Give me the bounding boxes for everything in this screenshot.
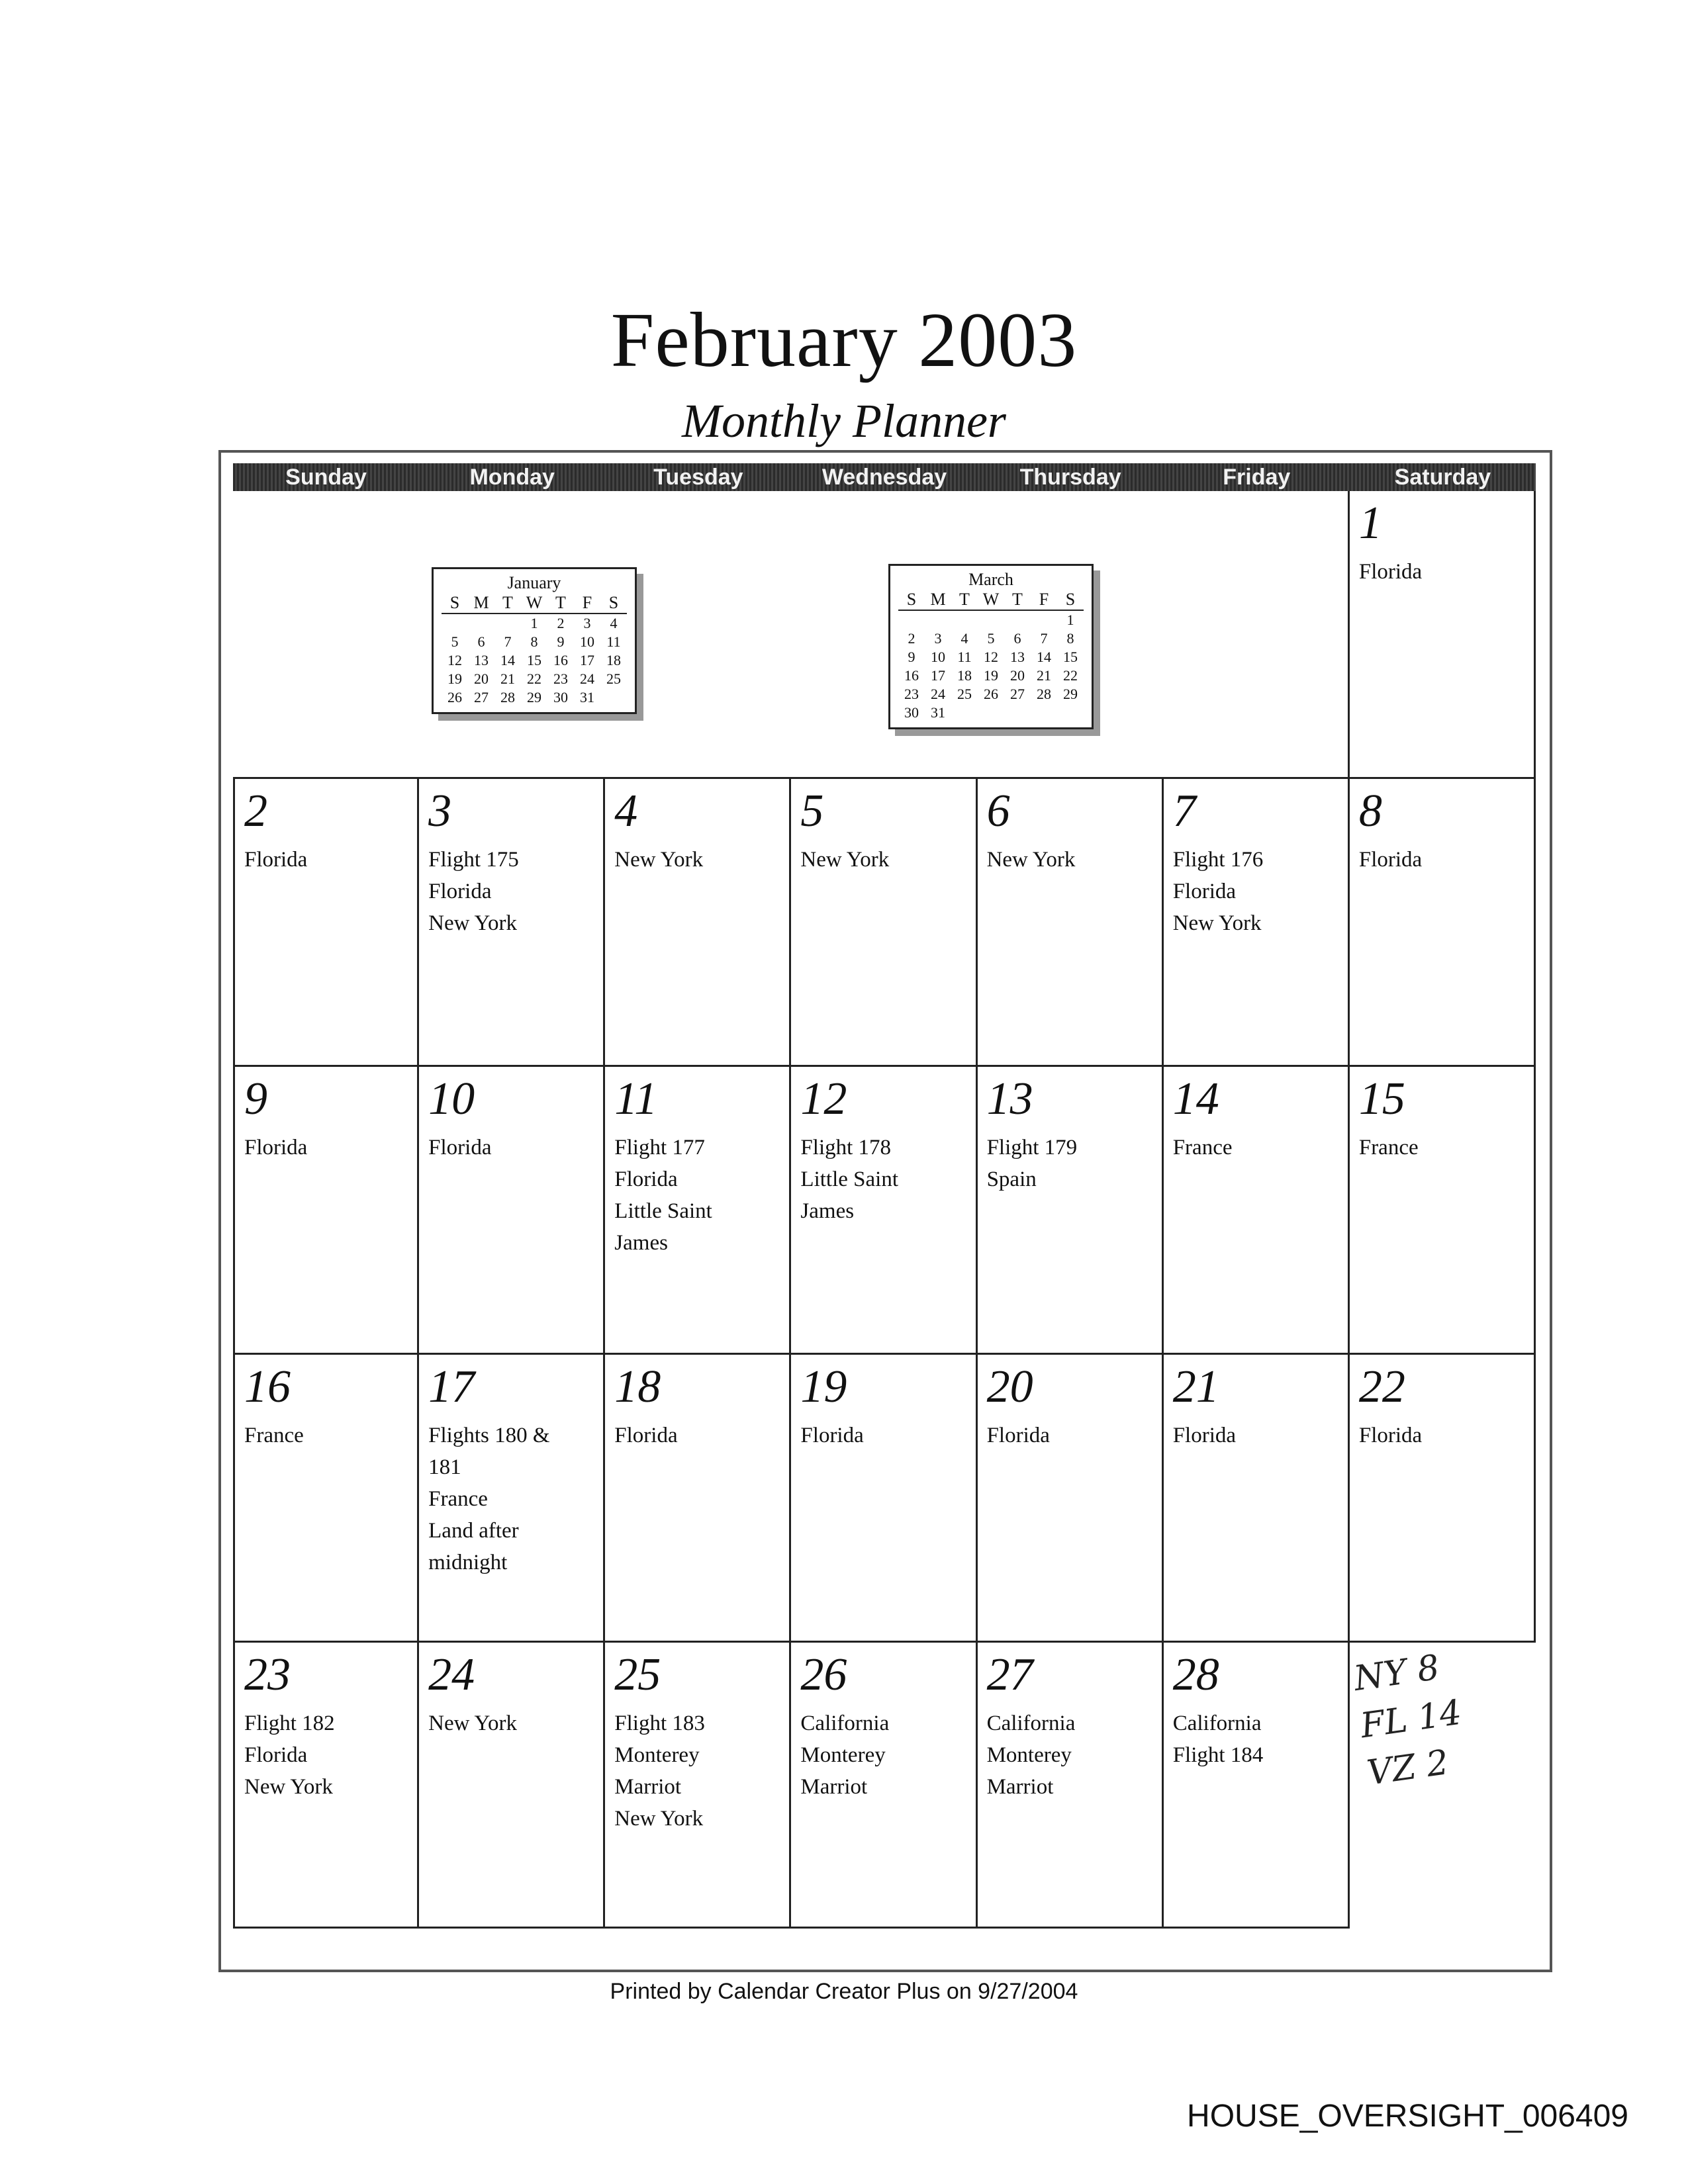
day-number: 10: [428, 1073, 475, 1124]
day-entry: Flight 184: [1172, 1743, 1264, 1767]
day-number: 1: [1358, 498, 1382, 549]
day-cell: [419, 1355, 605, 1641]
day-entry: Florida: [428, 1136, 492, 1160]
day-entry: France: [1358, 1136, 1419, 1160]
mini-day: 9: [908, 649, 915, 665]
mini-day: 11: [606, 633, 621, 650]
mini-day: 8: [1066, 630, 1074, 647]
mini-day: 22: [1063, 667, 1078, 684]
weekday-header: [233, 463, 1536, 491]
day-entry: Flight 179: [986, 1136, 1078, 1160]
day-entry: Monterey: [800, 1743, 886, 1767]
day-number: 12: [800, 1073, 847, 1124]
mini-day: [1004, 704, 1031, 722]
mini-day: 6: [1013, 630, 1021, 647]
mini-day: 5: [451, 633, 459, 650]
day-number: 21: [1172, 1361, 1219, 1412]
weekday-label: Wednesday: [821, 465, 947, 490]
mini-dow-label: T: [502, 593, 513, 612]
mini-day: 16: [904, 667, 919, 684]
day-number: 17: [428, 1361, 475, 1412]
mini-day: 31: [931, 704, 945, 721]
mini-day: 23: [904, 686, 919, 702]
day-number: 5: [800, 786, 824, 837]
day-cell: [1350, 779, 1536, 1065]
mini-day: 26: [984, 686, 998, 702]
day-entry: France: [1172, 1136, 1233, 1160]
mini-calendar-january: [432, 567, 637, 714]
day-cell: [1164, 779, 1350, 1065]
mini-dow-label: S: [449, 593, 460, 612]
day-number: 24: [428, 1649, 475, 1700]
day-entry: Marriot: [986, 1775, 1054, 1799]
day-entry: Flight 175: [428, 848, 519, 872]
mini-dow-label: F: [582, 593, 592, 612]
mini-day: 24: [931, 686, 945, 702]
day-entry: Flight 176: [1172, 848, 1264, 872]
mini-day: 3: [583, 615, 591, 631]
day-cell: [419, 779, 605, 1065]
day-entry: New York: [800, 848, 890, 872]
mini-day: 7: [1040, 630, 1048, 647]
mini-day: [978, 704, 1004, 722]
day-entry: Florida: [244, 1743, 308, 1767]
mini-dow-label: T: [555, 593, 566, 612]
mini-day: 2: [557, 615, 565, 631]
page-title: February 2003: [610, 296, 1078, 383]
mini-day: [951, 704, 978, 722]
day-entry: Florida: [1358, 560, 1423, 584]
mini-dow-label: S: [1065, 590, 1076, 609]
first-week-row: [233, 491, 1536, 777]
bates-number: HOUSE_OVERSIGHT_006409: [1187, 2099, 1628, 2134]
day-entry: Florida: [800, 1424, 864, 1447]
mini-day: 19: [984, 667, 998, 684]
day-number: 9: [244, 1073, 267, 1124]
mini-day: 24: [580, 670, 594, 687]
mini-day: 27: [474, 689, 489, 705]
day-cell: [1164, 1067, 1350, 1353]
print-footer: Printed by Calendar Creator Plus on 9/27/2004: [610, 1979, 1078, 2004]
mini-day: 2: [908, 630, 915, 647]
day-number: 16: [244, 1361, 291, 1412]
mini-day: 4: [610, 615, 618, 631]
mini-day: 14: [500, 652, 515, 668]
day-cell: [791, 1643, 977, 1929]
day-number: 20: [986, 1361, 1033, 1412]
day-cell: [791, 779, 977, 1065]
day-cell: [791, 1355, 977, 1641]
week-row: [233, 1641, 1536, 1929]
weekday-label: Friday: [1223, 465, 1291, 490]
mini-calendar-area: [233, 491, 1350, 777]
day-entry: Monterey: [986, 1743, 1072, 1767]
day-entry: Flights 180 &: [428, 1424, 550, 1447]
mini-day: 12: [447, 652, 462, 668]
mini-calendar-days: [898, 611, 1084, 722]
day-cell: [978, 1355, 1164, 1641]
handwritten-line: NY 8: [1351, 1647, 1442, 1700]
day-cell: [233, 779, 419, 1065]
mini-day: 9: [557, 633, 565, 650]
mini-day: 27: [1010, 686, 1025, 702]
weekday-label: Saturday: [1394, 465, 1491, 490]
mini-day: 31: [580, 689, 594, 705]
day-entry: California: [1172, 1711, 1262, 1735]
day-entry: Flight 182: [244, 1711, 335, 1735]
mini-day: 29: [1063, 686, 1078, 702]
mini-day: 21: [500, 670, 515, 687]
mini-day: [978, 611, 1004, 629]
day-cell: [978, 779, 1164, 1065]
mini-day: [442, 614, 468, 633]
day-entry: Marriot: [800, 1775, 868, 1799]
mini-day: [600, 688, 627, 707]
day-cell: [419, 1067, 605, 1353]
mini-day: 13: [474, 652, 489, 668]
mini-dow-label: M: [473, 593, 489, 612]
mini-day: 17: [931, 667, 945, 684]
mini-day: 13: [1010, 649, 1025, 665]
mini-day: 4: [961, 630, 968, 647]
weeks-container: [233, 777, 1536, 1929]
day-entry: Florida: [1358, 1424, 1423, 1447]
week-row: [233, 1353, 1536, 1641]
day-number: 3: [428, 786, 452, 837]
day-entry: Land after: [428, 1519, 519, 1543]
day-number: 15: [1358, 1073, 1405, 1124]
day-entry: James: [614, 1231, 668, 1255]
day-entry: Florida: [244, 1136, 308, 1160]
weekday-label: Thursday: [1019, 465, 1121, 490]
mini-calendar-march: [888, 564, 1094, 729]
handwritten-note: [1351, 1641, 1472, 1797]
mini-dow-label: W: [526, 593, 543, 612]
mini-dow-label: S: [906, 590, 917, 609]
calendar-grid: [233, 463, 1536, 1929]
day-entry: New York: [614, 848, 704, 872]
mini-day: 20: [474, 670, 489, 687]
mini-day: 28: [500, 689, 515, 705]
mini-dow-label: M: [930, 590, 946, 609]
mini-day: 18: [606, 652, 621, 668]
day-cell: [978, 1067, 1164, 1353]
day-cell: [978, 1643, 1164, 1929]
week-row: [233, 1065, 1536, 1353]
day-entry: midnight: [428, 1551, 508, 1574]
day-number: 22: [1358, 1361, 1405, 1412]
day-entry: Flight 178: [800, 1136, 892, 1160]
mini-day: 17: [580, 652, 594, 668]
weekday-label: Monday: [469, 465, 555, 490]
day-entry: Florida: [1172, 880, 1237, 903]
day-entry: Florida: [244, 848, 308, 872]
day-entry: Flight 177: [614, 1136, 705, 1160]
day-cell: [1164, 1643, 1350, 1929]
mini-day: 1: [1066, 612, 1074, 628]
mini-day: 12: [984, 649, 998, 665]
day-entry: Florida: [1358, 848, 1423, 872]
day-entry: Florida: [1172, 1424, 1237, 1447]
mini-day: 23: [553, 670, 568, 687]
mini-day: 14: [1037, 649, 1051, 665]
mini-day: 21: [1037, 667, 1051, 684]
day-number: 7: [1172, 786, 1196, 837]
mini-day: 22: [527, 670, 541, 687]
weekday-label: Tuesday: [653, 465, 743, 490]
mini-day: 6: [477, 633, 485, 650]
mini-day: [1031, 704, 1057, 722]
day-cell: [1350, 1355, 1536, 1641]
day-cell: [605, 1643, 791, 1929]
mini-day: [1057, 704, 1084, 722]
mini-calendar-days: [442, 614, 627, 707]
day-entry: Florida: [614, 1167, 678, 1191]
handwritten-line: FL 14: [1358, 1692, 1464, 1747]
day-entry: New York: [428, 911, 517, 935]
mini-day: 10: [931, 649, 945, 665]
mini-day: [1031, 611, 1057, 629]
day-number: 27: [986, 1649, 1033, 1700]
day-number: 14: [1172, 1073, 1219, 1124]
day-cell: [233, 1355, 419, 1641]
day-cell: [1350, 1067, 1536, 1353]
day-entry: Flight 183: [614, 1711, 705, 1735]
mini-day: 28: [1037, 686, 1051, 702]
day-number: 8: [1358, 786, 1382, 837]
mini-calendar-month: January: [507, 573, 561, 592]
day-entry: 181: [428, 1455, 461, 1479]
day-number: 2: [244, 786, 267, 837]
day-number: 13: [986, 1073, 1033, 1124]
day-entry: New York: [428, 1711, 517, 1735]
mini-day: 7: [504, 633, 512, 650]
day-entry: New York: [614, 1807, 704, 1831]
day-entry: New York: [244, 1775, 333, 1799]
day-entry: Monterey: [614, 1743, 700, 1767]
day-cell: [233, 1643, 419, 1929]
mini-day: [951, 611, 978, 629]
mini-day: 29: [527, 689, 541, 705]
mini-day: 30: [553, 689, 568, 705]
page-subtitle: Monthly Planner: [682, 394, 1006, 447]
mini-day: 20: [1010, 667, 1025, 684]
mini-day: [468, 614, 494, 633]
day-entry: Florida: [986, 1424, 1050, 1447]
day-cell: [419, 1643, 605, 1929]
day-number: 25: [614, 1649, 661, 1700]
mini-day: 8: [530, 633, 538, 650]
mini-day: 25: [957, 686, 972, 702]
mini-day: 10: [580, 633, 594, 650]
mini-dow-label: T: [1012, 590, 1023, 609]
day-cell: [233, 1067, 419, 1353]
day-number: 18: [614, 1361, 661, 1412]
day-entry: Little Saint: [614, 1199, 712, 1223]
mini-calendar-month: March: [968, 570, 1013, 589]
mini-calendar-dow: [898, 590, 1084, 611]
day-cell: [605, 1067, 791, 1353]
mini-day: 11: [957, 649, 972, 665]
weekday-label: Sunday: [285, 465, 367, 490]
day-entry: James: [800, 1199, 855, 1223]
mini-day: [898, 611, 925, 629]
mini-day: [494, 614, 521, 633]
mini-day: 1: [530, 615, 538, 631]
mini-dow-label: S: [608, 593, 619, 612]
mini-day: 30: [904, 704, 919, 721]
day-number: 28: [1172, 1649, 1219, 1700]
mini-dow-label: F: [1039, 590, 1049, 609]
day-number: 26: [800, 1649, 847, 1700]
day-entry: New York: [986, 848, 1076, 872]
day-entry: New York: [1172, 911, 1262, 935]
mini-day: 18: [957, 667, 972, 684]
mini-day: 25: [606, 670, 621, 687]
day-entry: Spain: [986, 1167, 1037, 1191]
day-entry: France: [244, 1424, 304, 1447]
day-number: 23: [244, 1649, 291, 1700]
handwritten-line: VZ 2: [1364, 1743, 1452, 1794]
day-entry: California: [800, 1711, 890, 1735]
week-row: [233, 777, 1536, 1065]
day-entry: Florida: [428, 880, 492, 903]
day-cell: [791, 1067, 977, 1353]
mini-day: 5: [987, 630, 995, 647]
day-cell: [1350, 491, 1536, 777]
day-entry: California: [986, 1711, 1076, 1735]
mini-day: [925, 611, 951, 629]
day-number: 11: [614, 1073, 658, 1124]
day-cell: [605, 779, 791, 1065]
day-cell: [1164, 1355, 1350, 1641]
day-cell: [605, 1355, 791, 1641]
mini-day: [1004, 611, 1031, 629]
day-entry: Marriot: [614, 1775, 682, 1799]
day-entry: France: [428, 1487, 488, 1511]
day-number: 4: [614, 786, 638, 837]
day-number: 6: [986, 786, 1010, 837]
mini-day: 19: [447, 670, 462, 687]
mini-day: 15: [527, 652, 541, 668]
mini-day: 26: [447, 689, 462, 705]
mini-day: 16: [553, 652, 568, 668]
day-number: 19: [800, 1361, 847, 1412]
mini-calendar-dow: [442, 593, 627, 614]
day-entry: Florida: [614, 1424, 678, 1447]
mini-dow-label: T: [959, 590, 970, 609]
day-entry: Little Saint: [800, 1167, 898, 1191]
mini-day: 15: [1063, 649, 1078, 665]
mini-dow-label: W: [982, 590, 1000, 609]
mini-day: 3: [934, 630, 942, 647]
